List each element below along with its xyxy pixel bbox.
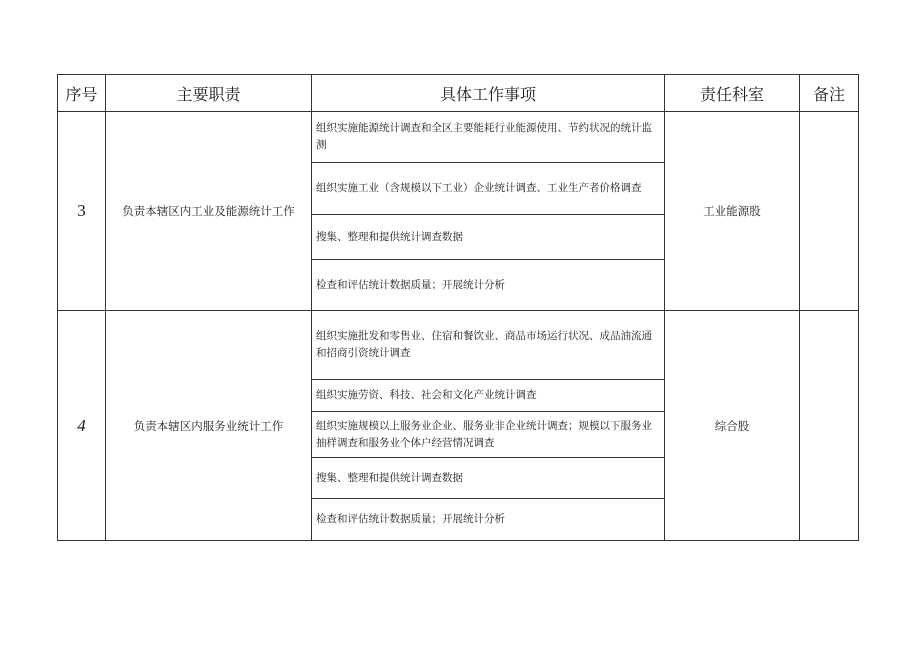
header-seq: 序号 [58, 75, 106, 112]
header-row [58, 75, 859, 112]
work-item: 检查和评估统计数据质量；开展统计分析 [312, 260, 665, 311]
work-item: 组织实施规模以上服务业企业、服务业非企业统计调查；规模以下服务业抽样调查和服务业个体户经营情况调查 [312, 412, 665, 458]
duty-table [57, 74, 859, 541]
header-items: 具体工作事项 [312, 75, 665, 112]
note-cell [800, 311, 859, 541]
header-note: 备注 [800, 75, 859, 112]
work-item: 组织实施工业（含规模以下工业）企业统计调查、工业生产者价格调查 [312, 163, 665, 215]
responsible-office: 工业能源股 [665, 112, 800, 311]
responsible-office: 综合股 [665, 311, 800, 541]
seq-number: 4 [58, 311, 106, 541]
duty-description: 负责本辖区内服务业统计工作 [106, 311, 312, 541]
duty-description: 负责本辖区内工业及能源统计工作 [106, 112, 312, 311]
work-item: 组织实施劳资、科技、社会和文化产业统计调查 [312, 380, 665, 412]
note-cell [800, 112, 859, 311]
work-item: 搜集、整理和提供统计调查数据 [312, 458, 665, 499]
work-item: 搜集、整理和提供统计调查数据 [312, 215, 665, 260]
seq-number: 3 [58, 112, 106, 311]
work-item: 组织实施批发和零售业、住宿和餐饮业、商品市场运行状况、成品油流通和招商引资统计调查 [312, 311, 665, 380]
header-office: 责任科室 [665, 75, 800, 112]
table-row [58, 112, 859, 163]
table-row [58, 311, 859, 380]
header-duty: 主要职责 [106, 75, 312, 112]
work-item: 检查和评估统计数据质量；开展统计分析 [312, 499, 665, 541]
work-item: 组织实施能源统计调查和全区主要能耗行业能源使用、节约状况的统计监测 [312, 112, 665, 163]
